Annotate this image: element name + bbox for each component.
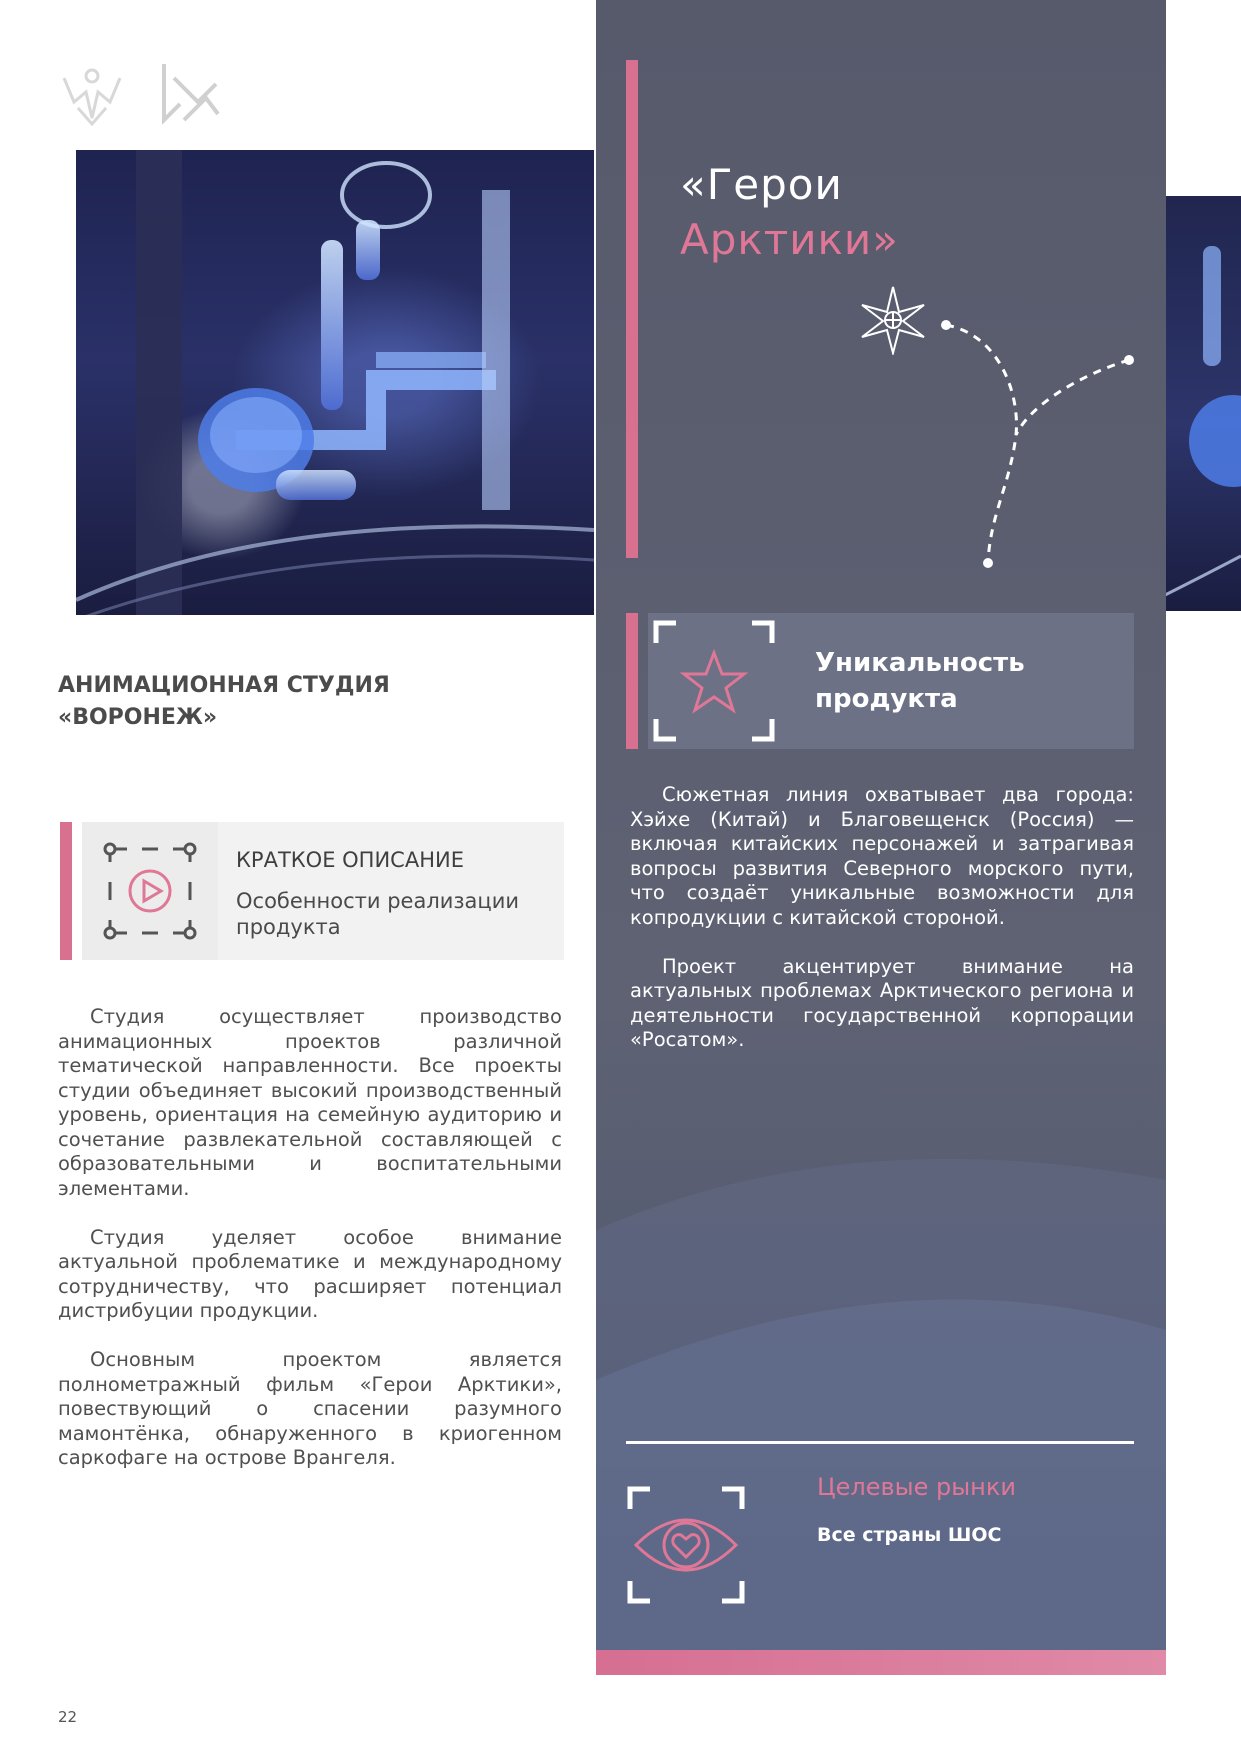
uniqueness-paragraph: Сюжетная линия охватывает два города: Хэйхе (Китай) и Благовещенск (Россия) — включая китайских персонажей и затрагивая вопросы развития Северного морского пути, что создаёт уникальные возможности для копродукции с китайской стороной. <box>630 783 1134 929</box>
brief-subtitle-line2: продукта <box>236 915 341 939</box>
studio-title-line1: АНИМАЦИОННАЯ СТУДИЯ <box>58 673 390 698</box>
eye-heart-icon <box>626 1485 746 1605</box>
studio-title-line2: «ВОРОНЕЖ» <box>58 705 218 730</box>
brand-logo-icon <box>158 58 222 130</box>
emblem-icon <box>56 62 128 126</box>
description-paragraph: Основным проектом является полнометражный фильм «Герои Арктики», повествующий о спасении разумного мамонтёнка, обнаруженного в криогенном саркофаге на острове Врангеля. <box>58 1348 562 1469</box>
brief-subtitle <box>236 888 556 940</box>
uniqueness-accent-bar <box>626 613 638 749</box>
section-divider <box>626 1441 1134 1444</box>
studio-title <box>58 670 558 734</box>
uniqueness-text <box>630 783 1134 1053</box>
compass-star-icon <box>858 285 928 355</box>
brief-icon-box <box>82 822 218 960</box>
target-markets-value: Все страны ШОС <box>817 1524 1002 1546</box>
product-title-line1: «Герои <box>680 160 843 209</box>
product-title-line2: Арктики» <box>680 215 899 264</box>
star-icon <box>652 619 776 743</box>
brief-label: КРАТКОЕ ОПИСАНИЕ <box>236 848 464 872</box>
description-paragraph: Студия осуществляет производство анимационных проектов различной тематической направленности. Все проекты студии объединяет высокий производственный уровень, ориентация на семейную аудиторию и сочетание развлекательной составляющей с образовательными и воспитательными элементами. <box>58 1005 562 1200</box>
play-icon <box>82 822 218 960</box>
dashed-path-decoration <box>930 315 1140 570</box>
brief-accent-bar <box>60 822 72 960</box>
studio-description <box>58 1005 562 1495</box>
uniqueness-label: Уникальность продукта <box>815 648 1025 714</box>
target-markets-title: Целевые рынки <box>817 1473 1016 1501</box>
uniqueness-paragraph: Проект акцентирует внимание на актуальных проблемах Арктического региона и деятельности государственной корпорации «Росатом». <box>630 954 1134 1051</box>
brief-subtitle-line1: Особенности реализации <box>236 889 520 913</box>
hero-photo-edge <box>1163 196 1241 611</box>
hero-photo <box>76 150 594 615</box>
description-paragraph: Студия уделяет особое внимание актуальной проблематике и международному сотрудничеству, что расширяет потенциал дистрибуции продукции. <box>58 1225 562 1322</box>
title-accent-bar <box>626 60 638 558</box>
panel-bottom-bar <box>596 1650 1166 1675</box>
page-number: 22 <box>58 1708 78 1726</box>
